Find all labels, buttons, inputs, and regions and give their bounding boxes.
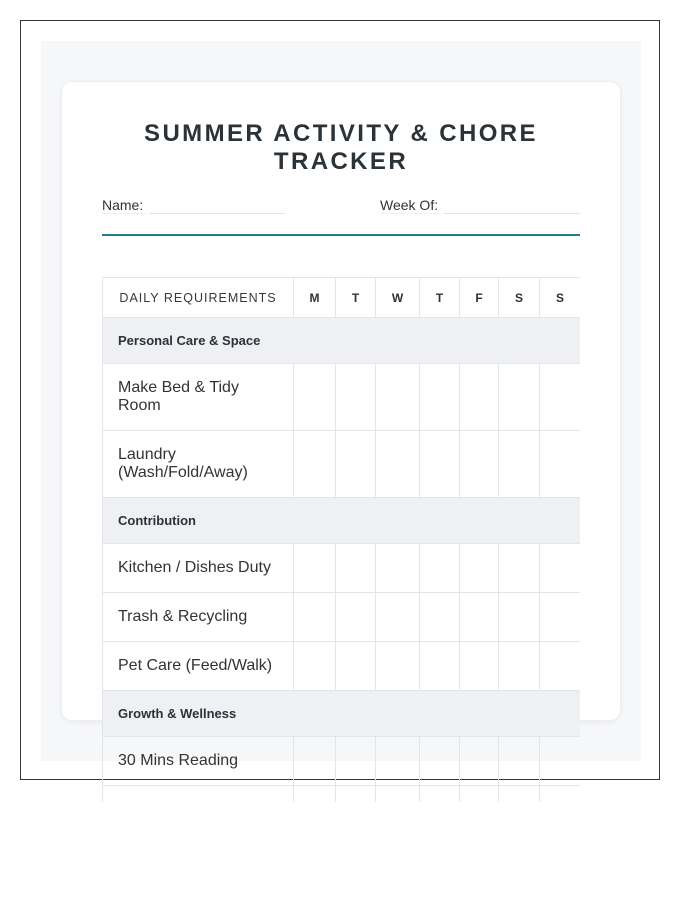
check-cell[interactable] [376,642,420,691]
task-label: Laundry (Wash/Fold/Away) [103,431,294,498]
day-header-friday: F [460,278,499,318]
check-cell[interactable] [376,593,420,642]
check-cell[interactable] [540,642,581,691]
check-cell[interactable] [540,544,581,593]
table-row [103,544,581,593]
check-cell[interactable] [540,786,581,803]
check-cell[interactable] [336,431,376,498]
day-header-saturday: S [499,278,540,318]
category-row [103,318,581,364]
task-label: Make Bed & Tidy Room [103,364,294,431]
category-row [103,691,581,737]
table-row [103,593,581,642]
check-cell[interactable] [336,642,376,691]
check-cell[interactable] [294,737,336,786]
check-cell[interactable] [376,737,420,786]
check-cell[interactable] [336,364,376,431]
tracker-table-container [102,277,580,802]
task-label [103,786,294,803]
check-cell[interactable] [420,544,460,593]
check-cell[interactable] [420,786,460,803]
week-of-field[interactable] [444,213,580,214]
check-cell[interactable] [499,737,540,786]
check-cell[interactable] [540,431,581,498]
check-cell[interactable] [294,642,336,691]
check-cell[interactable] [294,364,336,431]
week-of-label-underline [380,213,441,214]
table-row [103,642,581,691]
check-cell[interactable] [499,786,540,803]
tracker-table [102,277,580,802]
check-cell[interactable] [376,431,420,498]
task-label: 30 Mins Reading [103,737,294,786]
check-cell[interactable] [294,544,336,593]
task-label: Pet Care (Feed/Walk) [103,642,294,691]
task-label: Trash & Recycling [103,593,294,642]
check-cell[interactable] [376,544,420,593]
day-header-thursday: T [420,278,460,318]
day-header-sunday: S [540,278,581,318]
check-cell[interactable] [420,737,460,786]
week-of-label: Week Of: [380,197,439,213]
check-cell[interactable] [420,364,460,431]
category-row [103,498,581,544]
name-label-underline [102,213,146,214]
check-cell[interactable] [294,431,336,498]
check-cell[interactable] [460,593,499,642]
check-cell[interactable] [499,642,540,691]
check-cell[interactable] [294,593,336,642]
check-cell[interactable] [460,786,499,803]
table-row [103,786,581,803]
check-cell[interactable] [460,431,499,498]
check-cell[interactable] [499,593,540,642]
check-cell[interactable] [336,786,376,803]
name-field[interactable] [149,213,285,214]
check-cell[interactable] [336,593,376,642]
day-header-tuesday: T [336,278,376,318]
table-row [103,737,581,786]
check-cell[interactable] [460,364,499,431]
check-cell[interactable] [420,642,460,691]
category-contribution: Contribution [103,498,581,544]
check-cell[interactable] [294,786,336,803]
check-cell[interactable] [420,593,460,642]
check-cell[interactable] [460,544,499,593]
check-cell[interactable] [376,364,420,431]
table-row [103,364,581,431]
check-cell[interactable] [540,593,581,642]
daily-requirements-header: DAILY REQUIREMENTS [103,278,294,318]
check-cell[interactable] [420,431,460,498]
check-cell[interactable] [376,786,420,803]
check-cell[interactable] [499,364,540,431]
check-cell[interactable] [460,642,499,691]
header-divider [102,234,580,236]
check-cell[interactable] [460,737,499,786]
category-personal-care: Personal Care & Space [103,318,581,364]
check-cell[interactable] [540,364,581,431]
check-cell[interactable] [499,544,540,593]
name-label: Name: [102,197,144,213]
table-header-row [103,278,581,318]
check-cell[interactable] [336,544,376,593]
check-cell[interactable] [499,431,540,498]
day-header-monday: M [294,278,336,318]
check-cell[interactable] [540,737,581,786]
check-cell[interactable] [336,737,376,786]
page-title: SUMMER ACTIVITY & CHORE TRACKER [144,120,538,175]
category-growth-wellness: Growth & Wellness [103,691,581,737]
task-label: Kitchen / Dishes Duty [103,544,294,593]
day-header-wednesday: W [376,278,420,318]
table-row [103,431,581,498]
